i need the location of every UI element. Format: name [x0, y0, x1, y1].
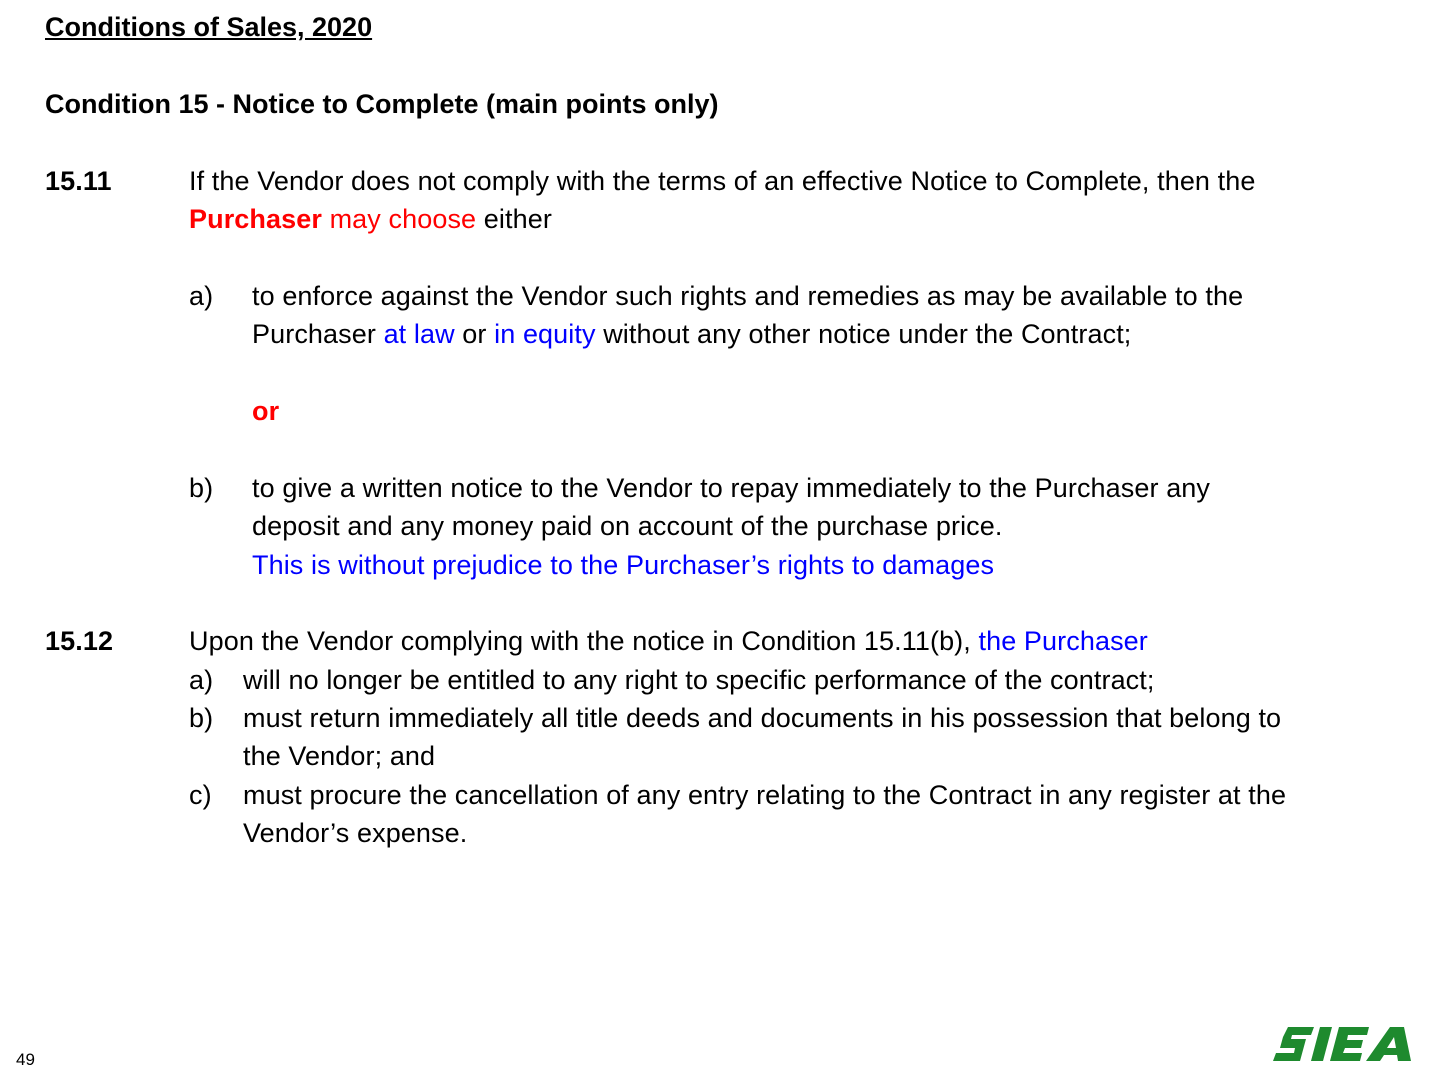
item-a-line2-start: Purchaser — [252, 319, 384, 349]
item-marker-b: b) — [189, 473, 214, 503]
list-marker-a: a) — [189, 665, 214, 695]
list-marker-b: b) — [189, 703, 214, 733]
list-item-a-line1: will no longer be entitled to any right to specific performance of the contract; — [243, 665, 1155, 695]
list-item-b-line2: the Vendor; and — [243, 741, 436, 771]
item-marker-a: a) — [189, 281, 214, 311]
list-marker-c: c) — [189, 780, 212, 810]
condition-15-11-line1: If the Vendor does not comply with the terms of an effective Notice to Complete, then the — [189, 166, 1256, 196]
item-a-line2-end: without any other notice under the Contract; — [595, 319, 1132, 349]
siea-logo-mark — [1273, 1027, 1411, 1061]
purchaser-emphasis: Purchaser — [189, 204, 322, 234]
may-choose-text: may choose — [321, 204, 477, 234]
list-item-c-line2: Vendor’s expense. — [243, 818, 468, 848]
list-item-b-line1: must return immediately all title deeds and documents in his possession that belong to — [243, 703, 1282, 733]
condition-number-15-12: 15.12 — [45, 626, 114, 656]
the-purchaser-text: the Purchaser — [978, 626, 1148, 656]
condition-15-11-line2 — [189, 200, 552, 238]
slide-subtitle: Condition 15 - Notice to Complete (main points only) — [45, 89, 719, 119]
condition-15-12-line1 — [189, 622, 1148, 660]
condition-15-12-line1-start: Upon the Vendor complying with the notice in Condition 15.11(b), — [189, 626, 979, 656]
item-a-line2 — [252, 315, 1131, 353]
or-label: or — [252, 396, 280, 426]
list-item-c-line1: must procure the cancellation of any entry relating to the Contract in any register at the — [243, 780, 1287, 810]
at-law-text: at law — [383, 319, 455, 349]
item-b-line2: deposit and any money paid on account of the purchase price. — [252, 511, 1003, 541]
condition-number-15-11: 15.11 — [45, 166, 112, 196]
siea-logo — [1270, 1024, 1420, 1064]
item-b-line1: to give a written notice to the Vendor to repay immediately to the Purchaser any — [252, 473, 1211, 503]
either-text: either — [476, 204, 552, 234]
item-a-line1: to enforce against the Vendor such rights and remedies as may be available to the — [252, 281, 1244, 311]
slide-title: Conditions of Sales, 2020 — [45, 12, 373, 42]
page-number: 49 — [16, 1050, 35, 1069]
or-connector: or — [454, 319, 495, 349]
item-b-line3: This is without prejudice to the Purchaser’s rights to damages — [252, 550, 995, 580]
in-equity-text: in equity — [494, 319, 596, 349]
